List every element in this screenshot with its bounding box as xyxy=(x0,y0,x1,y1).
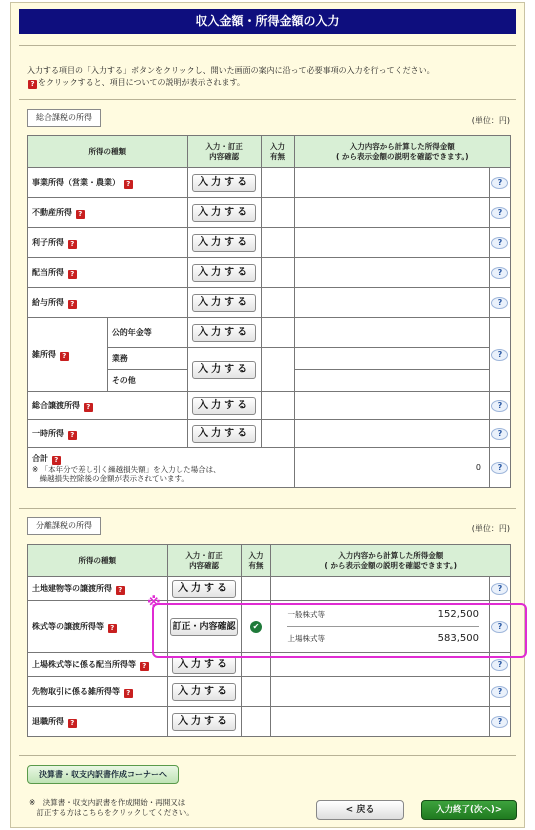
question-icon[interactable]: ? xyxy=(68,240,77,249)
table-row xyxy=(28,392,511,420)
highlight-box xyxy=(152,603,527,658)
input-button[interactable]: 入力する xyxy=(172,713,236,731)
table-row xyxy=(28,228,511,258)
input-button[interactable]: 入力する xyxy=(172,683,236,701)
table-row xyxy=(28,707,511,737)
total-note: ※ 「本年分で差し引く繰越損失額」を入力した場合は、 繰越損失控除後の金額が表示されています。 xyxy=(32,464,221,483)
table-row xyxy=(28,288,511,318)
total-row xyxy=(28,448,511,488)
misc-sub-label: 公的年金等 xyxy=(107,318,187,348)
row-name: 上場株式等に係る配当所得等 ? xyxy=(28,653,168,677)
col-header-input: 入力・訂正 内容確認 xyxy=(187,136,261,168)
question-icon[interactable]: ? xyxy=(68,431,77,440)
row-name: 利子所得 ? xyxy=(28,228,188,258)
question-icon[interactable]: ? xyxy=(140,662,149,671)
question-icon[interactable]: ? xyxy=(108,624,117,633)
unit-label: (単位：円) xyxy=(471,116,510,125)
col-header-input: 入力・訂正 内容確認 xyxy=(167,545,241,577)
instructions-line1: 入力する項目の「入力する」ボタンをクリックし、開いた画面の案内に沿って必要事項の入力を行ってください。 xyxy=(27,66,435,75)
input-button[interactable]: 入力する xyxy=(192,425,256,443)
question-icon[interactable]: ? xyxy=(68,270,77,279)
help-icon[interactable]: ? xyxy=(491,659,508,671)
instructions-line2-text: をクリックすると、項目についての説明が表示されます。 xyxy=(38,78,245,87)
total-value: 0 xyxy=(294,448,489,488)
input-button[interactable]: 入力する xyxy=(192,264,256,282)
table-row xyxy=(28,420,511,448)
footer-note: ※ 決算書・収支内訳書を作成開始・再開又は 訂正する方はこちらをクリックしてください。 xyxy=(29,798,194,817)
help-icon[interactable]: ? xyxy=(491,428,508,440)
help-icon[interactable]: ? xyxy=(491,400,508,412)
divider xyxy=(19,45,516,46)
unit-label: (単位：円) xyxy=(471,524,510,533)
input-button[interactable]: 入力する xyxy=(192,294,256,312)
row-name: 雑所得 ? xyxy=(28,318,108,392)
input-button[interactable]: 入力する xyxy=(192,397,256,415)
help-icon[interactable]: ? xyxy=(491,716,508,728)
help-icon[interactable]: ? xyxy=(491,207,508,219)
row-name: 給与所得 ? xyxy=(28,288,188,318)
general-income-table xyxy=(27,135,511,488)
general-section-label: 総合課税の所得 xyxy=(27,109,101,127)
row-name: 先物取引に係る雑所得等 ? xyxy=(28,677,168,707)
help-icon[interactable]: ? xyxy=(491,349,508,361)
divider xyxy=(19,508,516,509)
separate-section-label: 分離課税の所得 xyxy=(27,517,101,535)
misc-sub-label: 業務 xyxy=(107,348,187,370)
stock-sub-general: 一般株式等 152,500 xyxy=(287,603,478,627)
col-header-kind: 所得の種類 xyxy=(28,545,168,577)
help-icon[interactable]: ? xyxy=(491,177,508,189)
question-icon[interactable]: ? xyxy=(60,352,69,361)
question-icon[interactable]: ? xyxy=(76,210,85,219)
col-header-entered: 入力 有無 xyxy=(261,136,294,168)
row-name: 不動産所得 ? xyxy=(28,198,188,228)
input-button[interactable]: 入力する xyxy=(172,580,236,598)
table-row xyxy=(28,677,511,707)
question-icon[interactable]: ? xyxy=(52,456,61,465)
col-header-amount: 入力内容から計算した所得金額 ( から表示金額の説明を確認できます。) xyxy=(271,545,511,577)
finish-next-button[interactable]: 入力終了(次へ)> xyxy=(421,800,517,820)
row-name: 総合譲渡所得 ? xyxy=(28,392,188,420)
instructions xyxy=(27,65,435,89)
col-header-kind: 所得の種類 xyxy=(28,136,188,168)
main-panel xyxy=(10,2,525,828)
help-icon[interactable]: ? xyxy=(491,267,508,279)
input-button[interactable]: 入力する xyxy=(192,204,256,222)
row-name: 退職所得 ? xyxy=(28,707,168,737)
divider xyxy=(19,755,516,756)
help-icon[interactable]: ? xyxy=(491,583,508,595)
page-title: 収入金額・所得金額の入力 xyxy=(19,9,516,34)
input-button[interactable]: 入力する xyxy=(192,234,256,252)
col-header-amount: 入力内容から計算した所得金額 ( から表示金額の説明を確認できます。) xyxy=(294,136,510,168)
total-label: 合計 ? xyxy=(32,453,290,465)
question-icon[interactable]: ? xyxy=(68,300,77,309)
input-button[interactable]: 入力する xyxy=(172,656,236,674)
misc-sub-label: その他 xyxy=(107,370,187,392)
table-row xyxy=(28,168,511,198)
question-icon[interactable]: ? xyxy=(84,403,93,412)
statement-corner-button[interactable]: 決算書・収支内訳書作成コーナーへ xyxy=(27,765,179,784)
question-icon[interactable]: ? xyxy=(124,180,133,189)
help-icon[interactable]: ? xyxy=(491,297,508,309)
table-row xyxy=(28,198,511,228)
question-icon[interactable]: ? xyxy=(124,689,133,698)
correct-confirm-button[interactable]: 訂正・内容確認 xyxy=(170,618,238,636)
asterisk-mark: ※ xyxy=(147,595,161,611)
help-icon[interactable]: ? xyxy=(491,621,508,633)
table-row-misc xyxy=(28,318,511,348)
check-icon: ✔ xyxy=(250,621,262,633)
row-name: 株式等の譲渡所得等 ? xyxy=(28,601,168,653)
row-name: 事業所得（営業・農業） ? xyxy=(28,168,188,198)
help-icon[interactable]: ? xyxy=(491,462,508,474)
divider xyxy=(19,99,516,100)
question-icon[interactable]: ? xyxy=(116,586,125,595)
table-row xyxy=(28,258,511,288)
stock-sub-listed: 上場株式等 583,500 xyxy=(287,633,479,644)
help-icon[interactable]: ? xyxy=(491,237,508,249)
table-row xyxy=(28,577,511,601)
col-header-entered: 入力 有無 xyxy=(241,545,271,577)
row-name: 土地建物等の譲渡所得 ? xyxy=(28,577,168,601)
input-button[interactable]: 入力する xyxy=(192,174,256,192)
question-icon: ? xyxy=(28,80,37,89)
input-button[interactable]: 入力する xyxy=(192,361,256,379)
question-icon[interactable]: ? xyxy=(68,719,77,728)
instructions-line2 xyxy=(27,77,435,89)
back-button[interactable]: < 戻る xyxy=(316,800,404,820)
row-name: 配当所得 ? xyxy=(28,258,188,288)
row-name: 一時所得 ? xyxy=(28,420,188,448)
input-button[interactable]: 入力する xyxy=(192,324,256,342)
help-icon[interactable]: ? xyxy=(491,686,508,698)
